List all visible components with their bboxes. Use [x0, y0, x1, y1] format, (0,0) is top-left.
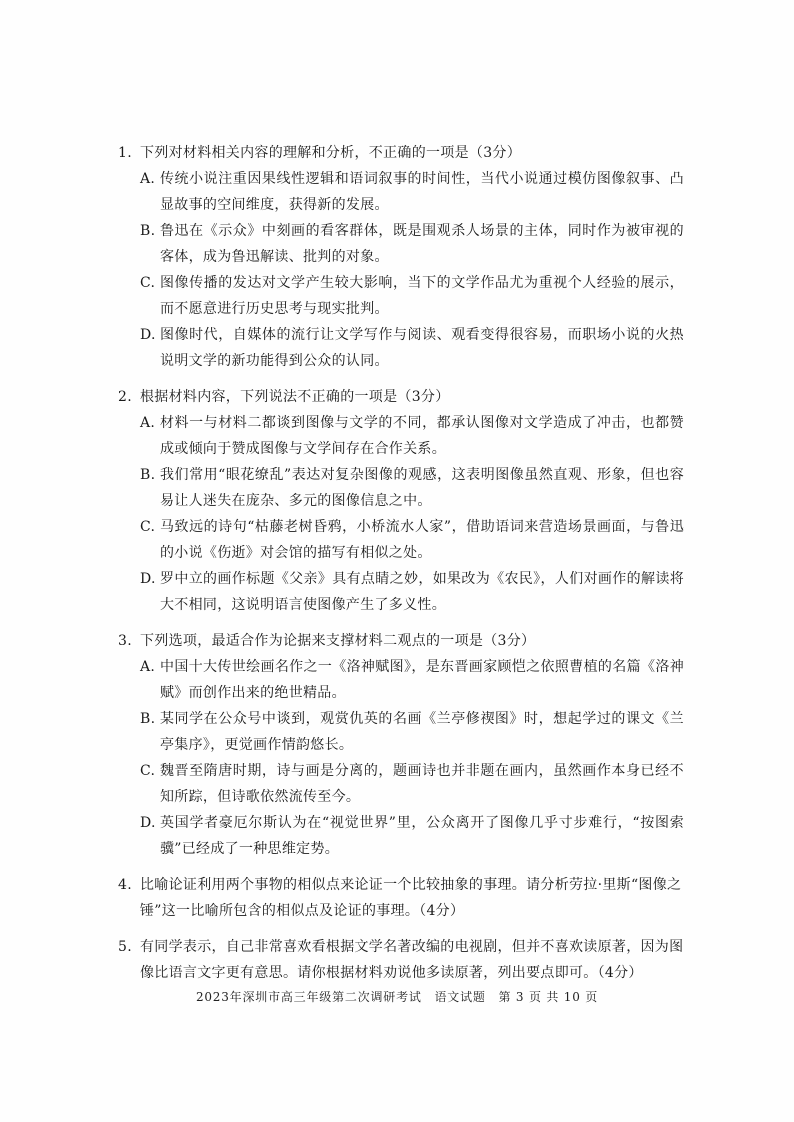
- option-c: [140, 758, 684, 810]
- option-c: [140, 270, 684, 322]
- option-letter: A.: [140, 415, 156, 431]
- question-number: 5.: [118, 939, 132, 955]
- option-letter: D.: [140, 571, 156, 587]
- option-a: [140, 410, 684, 462]
- option-letter: C.: [140, 763, 156, 779]
- option-text: 图像传播的发达对文学产生较大影响，当下的文学作品尤为重视个人经验的展示，而不愿意进行历史思考与现实批判。: [160, 275, 684, 317]
- option-letter: A.: [140, 659, 156, 675]
- question-1: [118, 140, 684, 374]
- question-text: 下列对材料相关内容的理解和分析，不正确的一项是（3分）: [140, 145, 522, 161]
- option-b: [140, 218, 684, 270]
- question-text: 根据材料内容，下列说法不正确的一项是（3分）: [140, 389, 450, 405]
- option-letter: D.: [140, 327, 156, 343]
- question-text: 有同学表示，自己非常喜欢看根据文学名著改编的电视剧，但并不喜欢读原著，因为图像比语言文字更有意思。请你根据材料劝说他多读原著，列出要点即可。（4分）: [140, 939, 684, 981]
- option-letter: B.: [140, 711, 156, 727]
- option-text: 我们常用“眼花缭乱”表达对复杂图像的观感，这表明图像虽然直观、形象，但也容易让人迷失在庞杂、多元的图像信息之中。: [160, 467, 684, 509]
- option-letter: A.: [140, 171, 156, 187]
- option-text: 中国十大传世绘画名作之一《洛神赋图》，是东晋画家顾恺之依照曹植的名篇《洛神赋》而创作出来的绝世精品。: [160, 659, 684, 701]
- option-text: 罗中立的画作标题《父亲》具有点睛之妙，如果改为《农民》，人们对画作的解读将大不相同，这说明语言使图像产生了多义性。: [160, 571, 684, 613]
- option-text: 英国学者豪厄尔斯认为在“视觉世界”里，公众离开了图像几乎寸步难行，“按图索骥”已经成了一种思维定势。: [160, 815, 684, 857]
- option-b: [140, 706, 684, 758]
- option-d: [140, 322, 684, 374]
- option-text: 某同学在公众号中谈到，观赏仇英的名画《兰亭修禊图》时，想起学过的课文《兰亭集序》，更觉画作情韵悠长。: [160, 711, 684, 753]
- option-letter: D.: [140, 815, 156, 831]
- question-4: [118, 872, 684, 924]
- question-number: 2.: [118, 389, 132, 405]
- question-stem: [118, 872, 684, 924]
- option-text: 马致远的诗句“枯藤老树昏鸦，小桥流水人家”，借助语词来营造场景画面，与鲁迅的小说《伤逝》对会馆的描写有相似之处。: [160, 519, 684, 561]
- question-number: 3.: [118, 633, 132, 649]
- question-5: [118, 934, 684, 986]
- question-text: 比喻论证利用两个事物的相似点来论证一个比较抽象的事理。请分析劳拉·里斯“图像之锤”这一比喻所包含的相似点及论证的事理。（4分）: [140, 877, 682, 919]
- option-c: [140, 514, 684, 566]
- question-stem: [118, 140, 684, 166]
- page-footer: 2023年深圳市高三年级第二次调研考试 语文试题 第 3 页 共 10 页: [195, 990, 599, 1004]
- question-3: [118, 628, 684, 862]
- option-letter: B.: [140, 223, 156, 239]
- question-text: 下列选项，最适合作为论据来支撑材料二观点的一项是（3分）: [140, 633, 536, 649]
- option-text: 传统小说注重因果线性逻辑和语词叙事的时间性，当代小说通过模仿图像叙事、凸显故事的空间维度，获得新的发展。: [160, 171, 684, 213]
- option-letter: C.: [140, 519, 156, 535]
- option-a: [140, 654, 684, 706]
- option-b: [140, 462, 684, 514]
- question-stem: [118, 384, 684, 410]
- option-text: 鲁迅在《示众》中刻画的看客群体，既是围观杀人场景的主体，同时作为被审视的客体，成为鲁迅解读、批判的对象。: [160, 223, 684, 265]
- option-text: 材料一与材料二都谈到图像与文学的不同，都承认图像对文学造成了冲击，也都赞成或倾向于赞成图像与文学间存在合作关系。: [160, 415, 684, 457]
- question-stem: [118, 628, 684, 654]
- option-letter: B.: [140, 467, 156, 483]
- option-a: [140, 166, 684, 218]
- option-letter: C.: [140, 275, 156, 291]
- option-d: [140, 810, 684, 862]
- question-list: [118, 140, 684, 996]
- option-text: 图像时代，自媒体的流行让文学写作与阅读、观看变得很容易，而职场小说的火热说明文学的新功能得到公众的认同。: [160, 327, 684, 369]
- option-text: 魏晋至隋唐时期，诗与画是分离的，题画诗也并非题在画内，虽然画作本身已经不知所踪，但诗歌依然流传至今。: [160, 763, 684, 805]
- question-number: 1.: [118, 145, 132, 161]
- question-number: 4.: [118, 877, 132, 893]
- option-d: [140, 566, 684, 618]
- question-2: [118, 384, 684, 618]
- question-stem: [118, 934, 684, 986]
